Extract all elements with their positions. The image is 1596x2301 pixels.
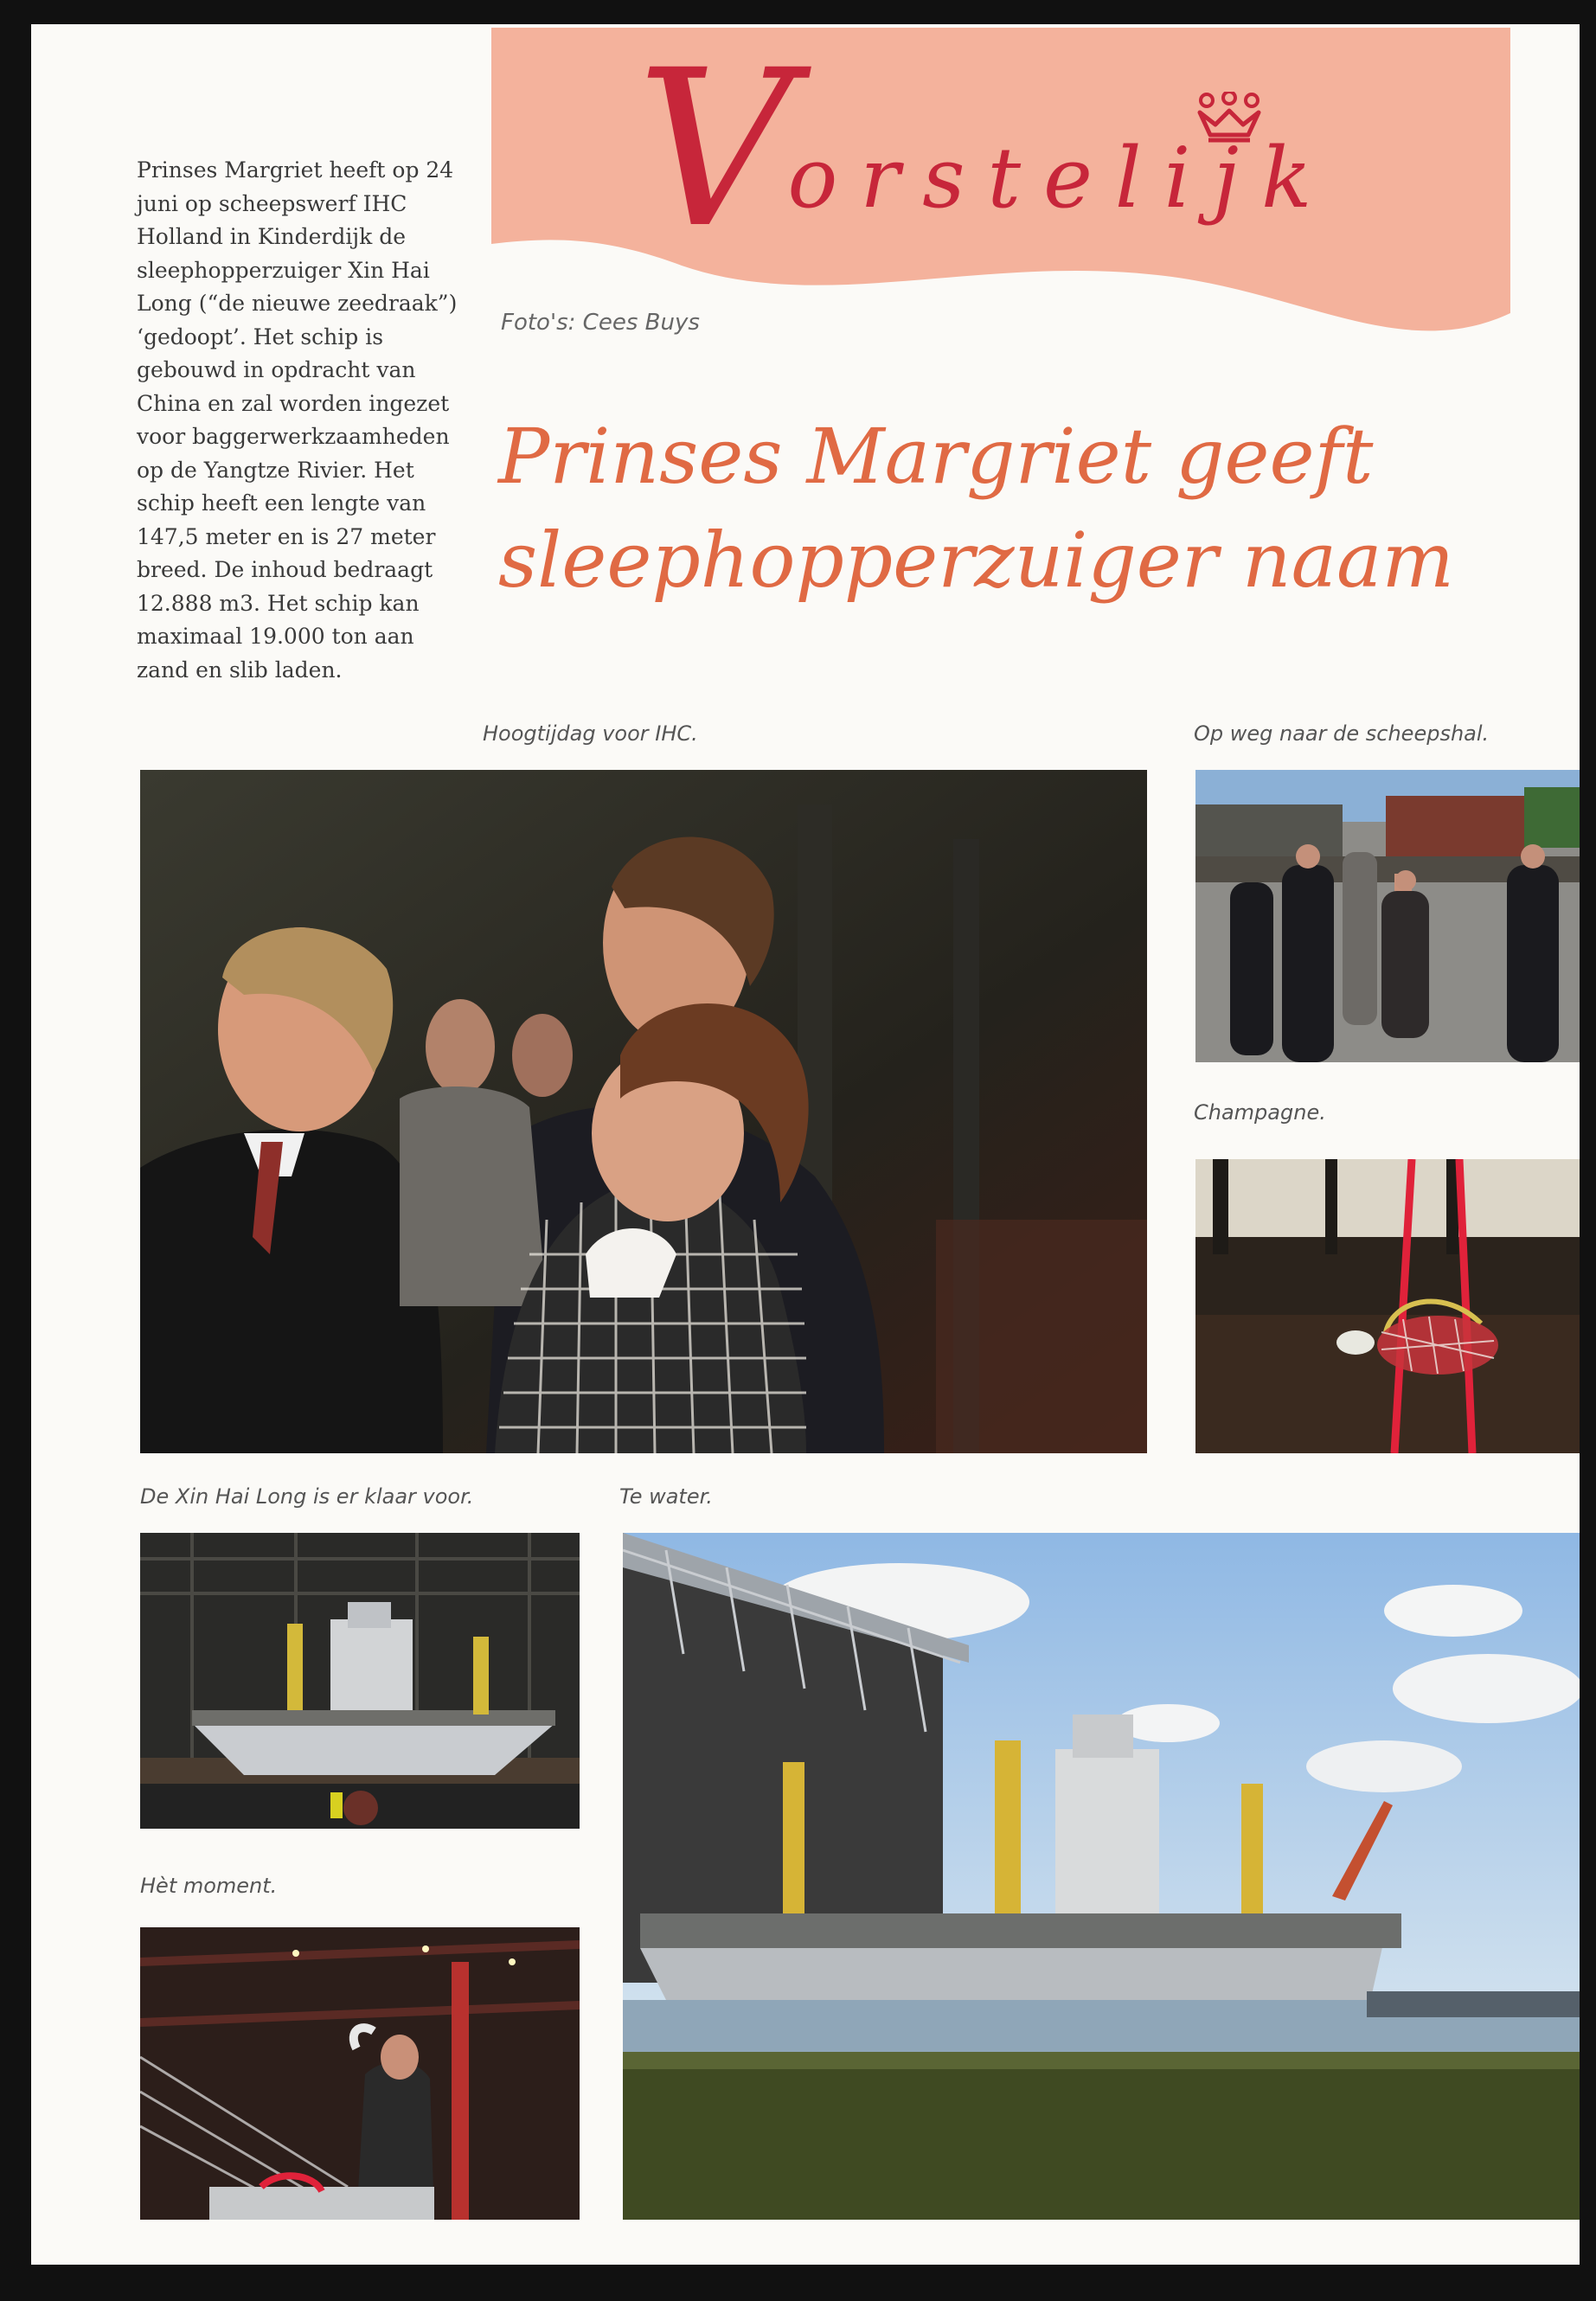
photo-credit: Foto's: Cees Buys [501, 310, 700, 336]
caption-main-photo: Hoogtijdag voor IHC. [483, 721, 698, 746]
main-photo-dignitaries [140, 770, 1147, 1453]
walk-photo [1195, 770, 1580, 1062]
caption-champagne-photo: Champagne. [1194, 1100, 1326, 1125]
headline-line-1: Prinses Margriet geeft [498, 412, 1374, 501]
caption-walk-photo: Op weg naar de scheepshal. [1194, 721, 1490, 746]
caption-moment-photo: Hèt moment. [140, 1874, 278, 1898]
section-title-vorstelijk: Vorstelijk [637, 23, 1335, 275]
ship-ready-photo [140, 1533, 580, 1829]
caption-ship-ready-photo: De Xin Hai Long is er klaar voor. [140, 1484, 474, 1509]
magazine-page [31, 24, 1580, 2265]
intro-paragraph: Prinses Margriet heeft op 24 juni op scheepswerf IHC Holland in Kinderdijk de sleephopperzuiger Xin Hai Long (“de nieuwe zeedraak”) ‘gedoopt’. Het schip is gebouwd in opdracht van China en zal worden ingezet voor baggerwerkzaamheden op de Yangtze Rivier. Het schip heeft een lengte van 147,5 meter en is 27 meter breed. De inhoud bedraagt 12.888 m3. Het schip kan maximaal 19.000 ton aan zand en slib laden. [137, 157, 458, 683]
moment-photo [140, 1927, 580, 2220]
headline-line-2: sleephopperzuiger naam [498, 516, 1454, 605]
caption-launch-photo: Te water. [619, 1484, 713, 1509]
champagne-photo [1195, 1159, 1580, 1453]
launch-photo [623, 1533, 1580, 2220]
crown-icon [1195, 92, 1264, 145]
article-headline [498, 405, 1536, 612]
